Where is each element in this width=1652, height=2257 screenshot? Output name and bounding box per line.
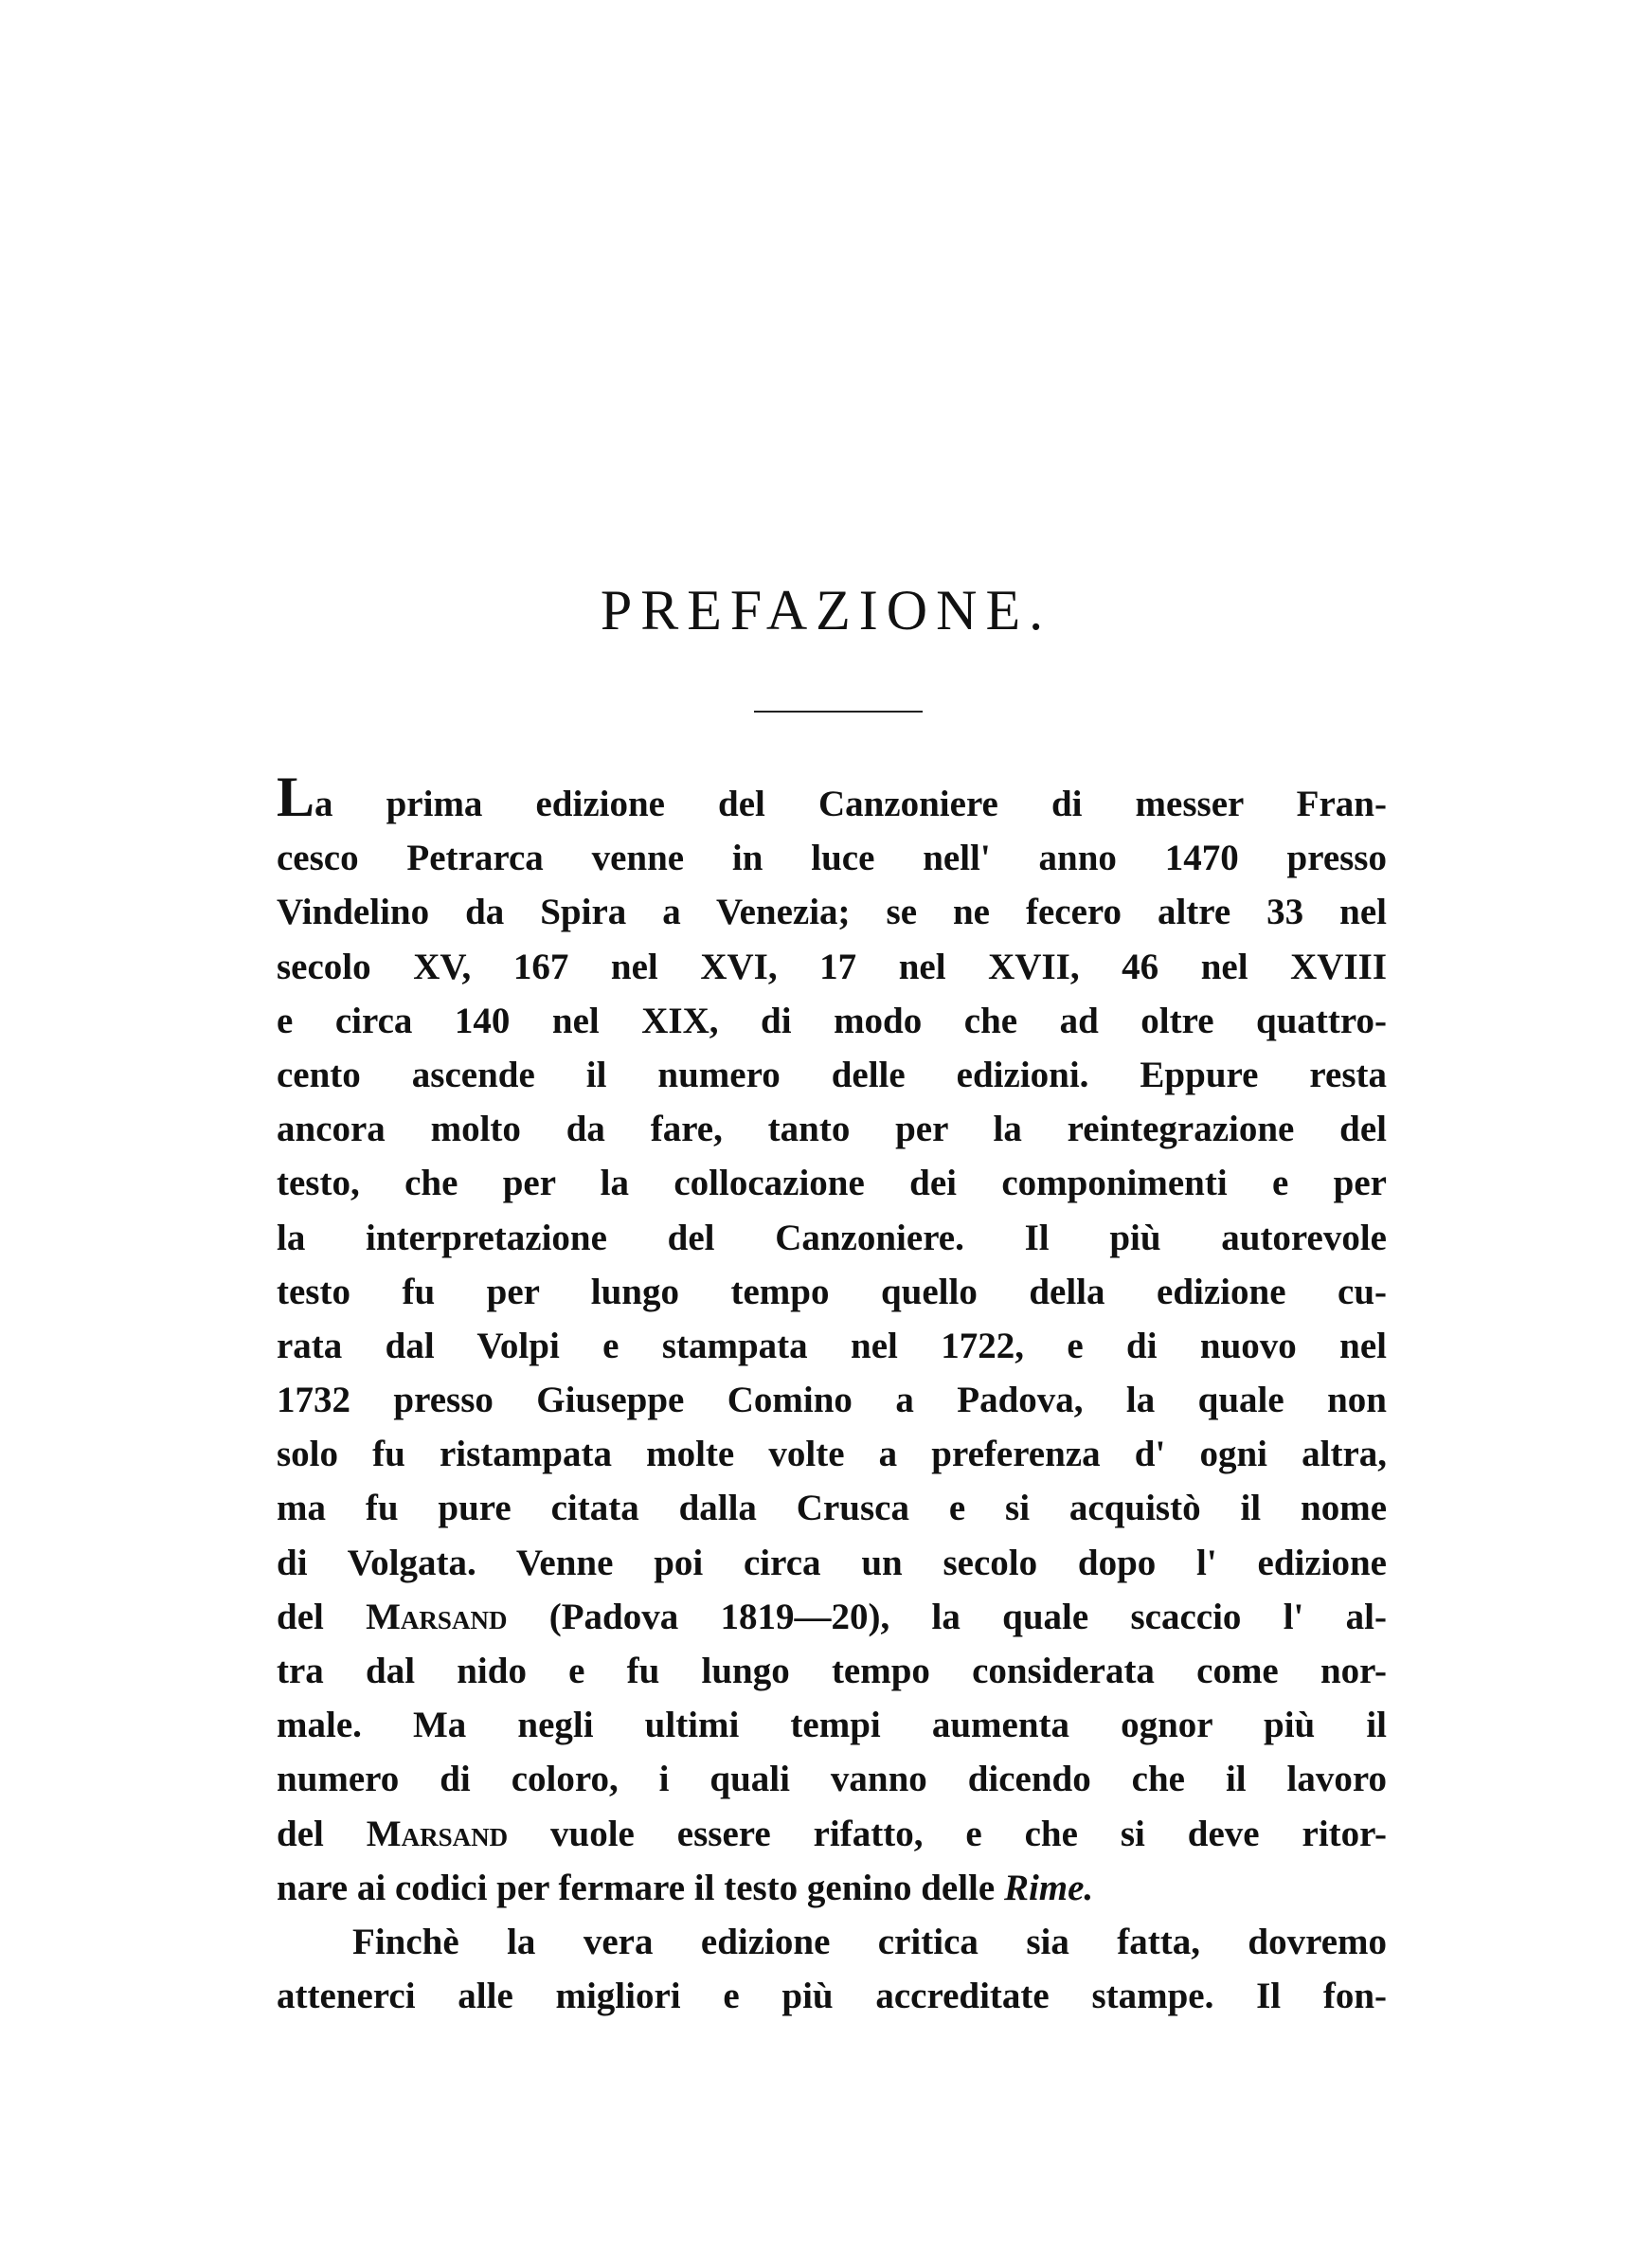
text-line: solo fu ristampata molte volte a preferenza d' ogni altra, bbox=[277, 1434, 1387, 1475]
body-text bbox=[277, 766, 1387, 2023]
text-line: Finchè la vera edizione critica sia fatta, dovremo bbox=[352, 1921, 1387, 1962]
text-line: attenerci alle migliori e più accreditate stampe. Il fon- bbox=[277, 1976, 1387, 2017]
page-title: PREFAZIONE. bbox=[600, 579, 1052, 641]
author-name: Marsand bbox=[366, 1813, 509, 1854]
text-line: tra dal nido e fu lungo tempo considerata come nor- bbox=[277, 1651, 1387, 1691]
text-line: testo, che per la collocazione dei componimenti e per bbox=[277, 1163, 1387, 1204]
text-line: La prima edizione del Canzoniere di messer Fran- bbox=[277, 766, 1387, 828]
text-line: secolo XV, 167 nel XVI, 17 nel XVII, 46 nel XVIII bbox=[277, 946, 1387, 987]
title-rule bbox=[754, 711, 923, 713]
text-line: cesco Petrarca venne in luce nell' anno 1470 presso bbox=[277, 838, 1387, 879]
text-line: nare ai codici per fermare il testo genino delle Rime. bbox=[277, 1867, 1094, 1908]
italic-word: Rime. bbox=[1003, 1867, 1094, 1908]
text-line: testo fu per lungo tempo quello della edizione cu- bbox=[277, 1271, 1387, 1312]
drop-initial: L bbox=[277, 766, 315, 828]
text-line: di Volgata. Venne poi circa un secolo dopo l' edizione bbox=[277, 1542, 1387, 1583]
text-line: numero di coloro, i quali vanno dicendo che il lavoro bbox=[277, 1759, 1387, 1800]
text-line: rata dal Volpi e stampata nel 1722, e di nuovo nel bbox=[277, 1325, 1387, 1366]
author-name: Marsand bbox=[366, 1596, 508, 1637]
text-line: ancora molto da fare, tanto per la reintegrazione del bbox=[277, 1109, 1387, 1150]
text-line: male. Ma negli ultimi tempi aumenta ognor più il bbox=[277, 1705, 1387, 1746]
text-line: Vindelino da Spira a Venezia; se ne fecero altre 33 nel bbox=[277, 892, 1387, 933]
text-line: la interpretazione del Canzoniere. Il più autorevole bbox=[277, 1217, 1387, 1258]
text-line: e circa 140 nel XIX, di modo che ad oltre quattro- bbox=[277, 1000, 1387, 1041]
text-line: ma fu pure citata dalla Crusca e si acquistò il nome bbox=[277, 1488, 1387, 1529]
text-line: del Marsand vuole essere rifatto, e che si deve ritor- bbox=[277, 1813, 1387, 1854]
text-line: del Marsand (Padova 1819—20), la quale scaccio l' al- bbox=[277, 1596, 1387, 1637]
text-line: cento ascende il numero delle edizioni. Eppure resta bbox=[277, 1054, 1387, 1095]
text-line: 1732 presso Giuseppe Comino a Padova, la quale non bbox=[277, 1380, 1387, 1421]
